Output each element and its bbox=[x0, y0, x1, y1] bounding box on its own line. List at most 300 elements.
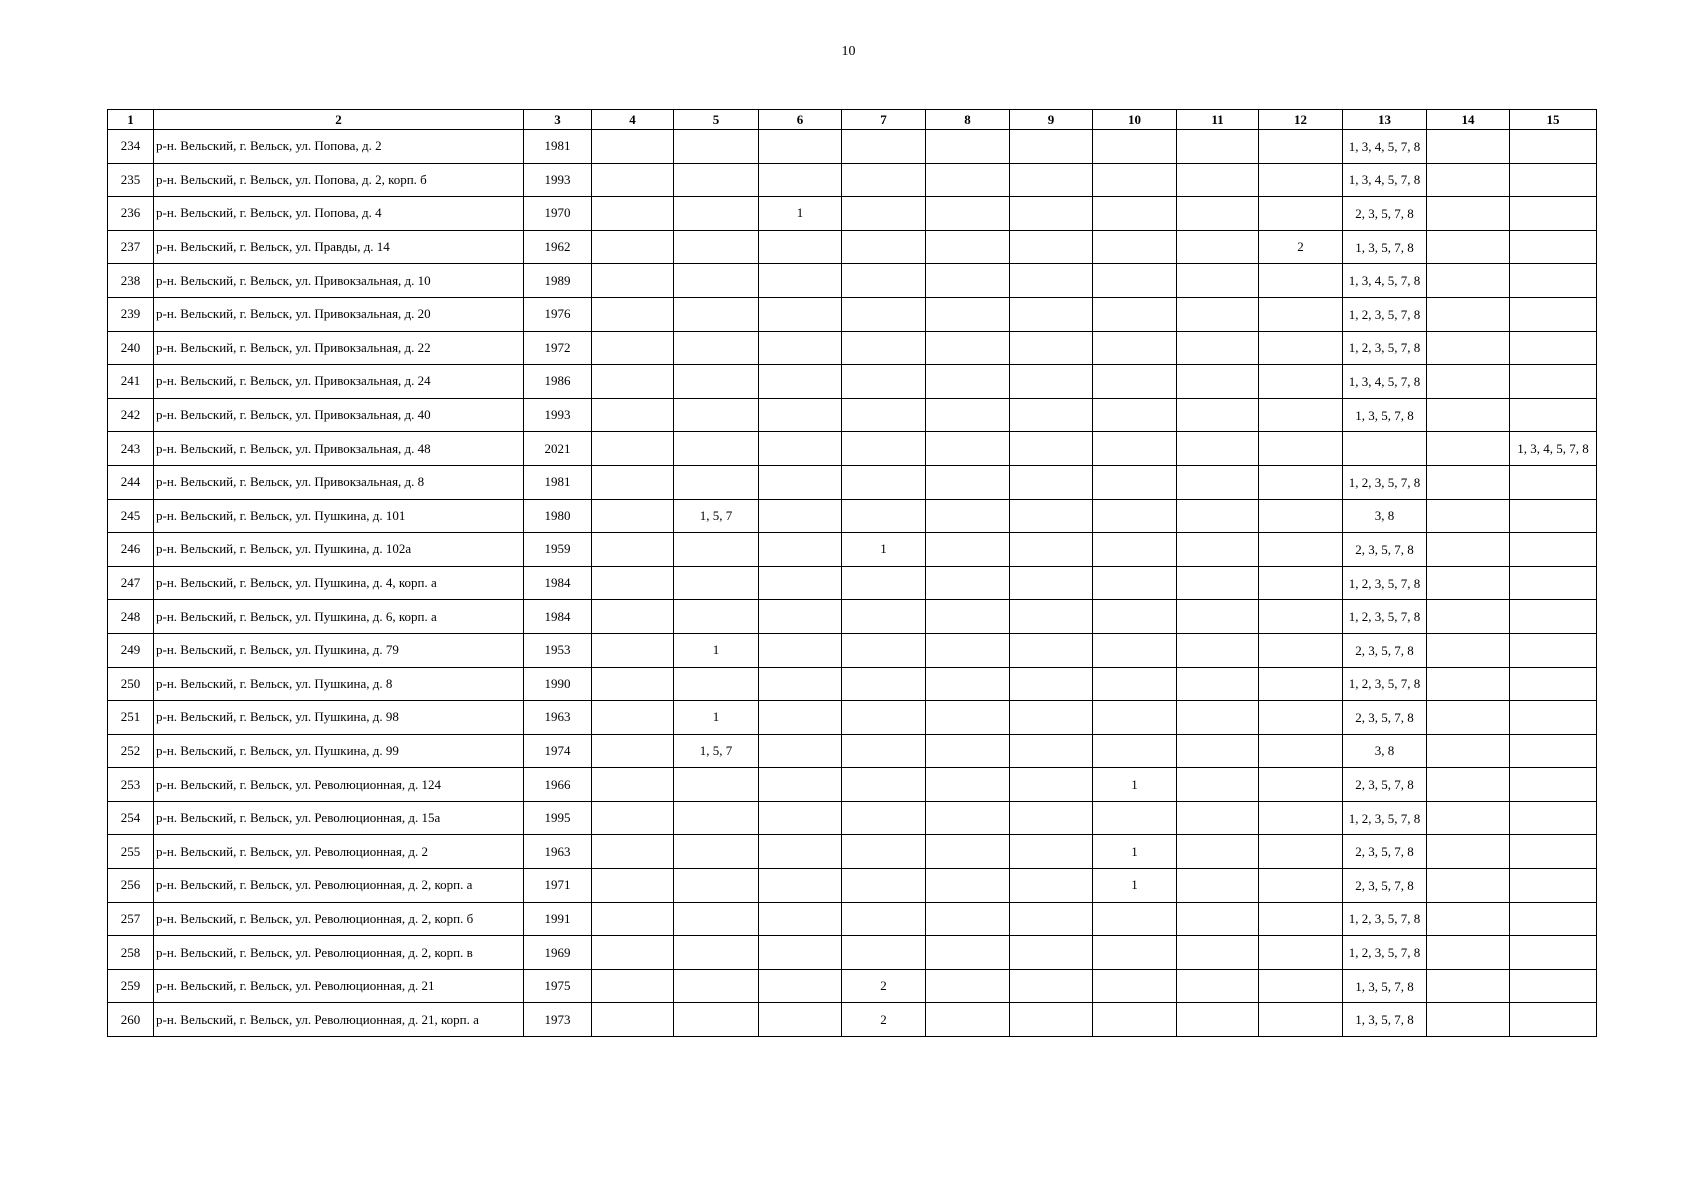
col9-cell bbox=[1010, 667, 1093, 701]
table-row bbox=[108, 734, 1597, 768]
col8-cell bbox=[926, 533, 1010, 567]
column-header-11: 11 bbox=[1177, 110, 1259, 130]
col6-cell bbox=[759, 902, 842, 936]
col13-cell: 1, 2, 3, 5, 7, 8 bbox=[1343, 600, 1427, 634]
col11-cell bbox=[1177, 331, 1259, 365]
address-cell: р-н. Вельский, г. Вельск, ул. Привокзальная, д. 22 bbox=[154, 331, 524, 365]
col5-cell bbox=[674, 969, 759, 1003]
table-row bbox=[108, 768, 1597, 802]
col14-cell bbox=[1427, 902, 1510, 936]
col6-cell bbox=[759, 768, 842, 802]
table-row bbox=[108, 600, 1597, 634]
col5-cell bbox=[674, 667, 759, 701]
col15-cell bbox=[1510, 398, 1597, 432]
col12-cell bbox=[1259, 936, 1343, 970]
col6-cell bbox=[759, 163, 842, 197]
col12-cell bbox=[1259, 499, 1343, 533]
header-row bbox=[108, 110, 1597, 130]
col5-cell bbox=[674, 600, 759, 634]
address-cell: р-н. Вельский, г. Вельск, ул. Привокзальная, д. 10 bbox=[154, 264, 524, 298]
col5-cell: 1 bbox=[674, 633, 759, 667]
year-cell: 1972 bbox=[524, 331, 592, 365]
column-header-4: 4 bbox=[592, 110, 674, 130]
col6-cell bbox=[759, 701, 842, 735]
col15-cell bbox=[1510, 869, 1597, 903]
col11-cell bbox=[1177, 902, 1259, 936]
col15-cell bbox=[1510, 936, 1597, 970]
year-cell: 1970 bbox=[524, 197, 592, 231]
col6-cell bbox=[759, 801, 842, 835]
col15-cell bbox=[1510, 768, 1597, 802]
col7-cell bbox=[842, 600, 926, 634]
col11-cell bbox=[1177, 835, 1259, 869]
col13-cell: 1, 2, 3, 5, 7, 8 bbox=[1343, 801, 1427, 835]
col6-cell bbox=[759, 1003, 842, 1037]
col4-cell bbox=[592, 432, 674, 466]
col10-cell bbox=[1093, 130, 1177, 164]
col10-cell: 1 bbox=[1093, 869, 1177, 903]
col9-cell bbox=[1010, 835, 1093, 869]
col12-cell bbox=[1259, 197, 1343, 231]
address-cell: р-н. Вельский, г. Вельск, ул. Пушкина, д. 8 bbox=[154, 667, 524, 701]
col4-cell bbox=[592, 264, 674, 298]
col10-cell bbox=[1093, 499, 1177, 533]
col14-cell bbox=[1427, 701, 1510, 735]
year-cell: 1986 bbox=[524, 365, 592, 399]
col10-cell bbox=[1093, 533, 1177, 567]
row-number-cell: 235 bbox=[108, 163, 154, 197]
col10-cell bbox=[1093, 398, 1177, 432]
col9-cell bbox=[1010, 600, 1093, 634]
col10-cell bbox=[1093, 969, 1177, 1003]
col5-cell bbox=[674, 533, 759, 567]
col9-cell bbox=[1010, 801, 1093, 835]
col9-cell bbox=[1010, 197, 1093, 231]
col10-cell: 1 bbox=[1093, 835, 1177, 869]
col7-cell bbox=[842, 297, 926, 331]
col7-cell bbox=[842, 768, 926, 802]
col8-cell bbox=[926, 768, 1010, 802]
column-header-12: 12 bbox=[1259, 110, 1343, 130]
col8-cell bbox=[926, 902, 1010, 936]
address-cell: р-н. Вельский, г. Вельск, ул. Привокзальная, д. 40 bbox=[154, 398, 524, 432]
col10-cell bbox=[1093, 465, 1177, 499]
address-cell: р-н. Вельский, г. Вельск, ул. Революционная, д. 21 bbox=[154, 969, 524, 1003]
col8-cell bbox=[926, 1003, 1010, 1037]
col13-cell: 1, 3, 5, 7, 8 bbox=[1343, 969, 1427, 1003]
col8-cell bbox=[926, 465, 1010, 499]
col13-cell: 1, 2, 3, 5, 7, 8 bbox=[1343, 936, 1427, 970]
col8-cell bbox=[926, 633, 1010, 667]
col6-cell bbox=[759, 230, 842, 264]
column-header-15: 15 bbox=[1510, 110, 1597, 130]
col15-cell bbox=[1510, 499, 1597, 533]
table-row bbox=[108, 465, 1597, 499]
col14-cell bbox=[1427, 768, 1510, 802]
address-cell: р-н. Вельский, г. Вельск, ул. Пушкина, д. 6, корп. а bbox=[154, 600, 524, 634]
year-cell: 2021 bbox=[524, 432, 592, 466]
page-number: 10 bbox=[841, 44, 856, 59]
col7-cell: 2 bbox=[842, 1003, 926, 1037]
col7-cell bbox=[842, 331, 926, 365]
col12-cell bbox=[1259, 1003, 1343, 1037]
col7-cell bbox=[842, 566, 926, 600]
row-number-cell: 245 bbox=[108, 499, 154, 533]
column-header-3: 3 bbox=[524, 110, 592, 130]
col8-cell bbox=[926, 499, 1010, 533]
col11-cell bbox=[1177, 398, 1259, 432]
col5-cell bbox=[674, 197, 759, 231]
col5-cell bbox=[674, 163, 759, 197]
column-header-2: 2 bbox=[154, 110, 524, 130]
col10-cell bbox=[1093, 331, 1177, 365]
col11-cell bbox=[1177, 734, 1259, 768]
col15-cell bbox=[1510, 130, 1597, 164]
address-cell: р-н. Вельский, г. Вельск, ул. Попова, д. 4 bbox=[154, 197, 524, 231]
col11-cell bbox=[1177, 230, 1259, 264]
col7-cell bbox=[842, 936, 926, 970]
col4-cell bbox=[592, 365, 674, 399]
col8-cell bbox=[926, 130, 1010, 164]
col8-cell bbox=[926, 734, 1010, 768]
col6-cell bbox=[759, 969, 842, 1003]
col6-cell bbox=[759, 398, 842, 432]
col10-cell bbox=[1093, 600, 1177, 634]
col11-cell bbox=[1177, 869, 1259, 903]
row-number-cell: 256 bbox=[108, 869, 154, 903]
col9-cell bbox=[1010, 163, 1093, 197]
col4-cell bbox=[592, 869, 674, 903]
col15-cell bbox=[1510, 667, 1597, 701]
column-header-7: 7 bbox=[842, 110, 926, 130]
col10-cell: 1 bbox=[1093, 768, 1177, 802]
col7-cell bbox=[842, 701, 926, 735]
row-number-cell: 259 bbox=[108, 969, 154, 1003]
table-row bbox=[108, 701, 1597, 735]
column-header-8: 8 bbox=[926, 110, 1010, 130]
col15-cell bbox=[1510, 331, 1597, 365]
col5-cell: 1, 5, 7 bbox=[674, 499, 759, 533]
col15-cell bbox=[1510, 701, 1597, 735]
col12-cell bbox=[1259, 297, 1343, 331]
col12-cell bbox=[1259, 432, 1343, 466]
row-number-cell: 243 bbox=[108, 432, 154, 466]
col10-cell bbox=[1093, 365, 1177, 399]
col9-cell bbox=[1010, 331, 1093, 365]
column-header-1: 1 bbox=[108, 110, 154, 130]
col13-cell: 2, 3, 5, 7, 8 bbox=[1343, 633, 1427, 667]
col9-cell bbox=[1010, 230, 1093, 264]
row-number-cell: 237 bbox=[108, 230, 154, 264]
col14-cell bbox=[1427, 835, 1510, 869]
column-header-14: 14 bbox=[1427, 110, 1510, 130]
col15-cell bbox=[1510, 734, 1597, 768]
col8-cell bbox=[926, 331, 1010, 365]
col15-cell bbox=[1510, 297, 1597, 331]
col4-cell bbox=[592, 902, 674, 936]
table-row bbox=[108, 969, 1597, 1003]
col9-cell bbox=[1010, 633, 1093, 667]
col5-cell bbox=[674, 365, 759, 399]
col6-cell bbox=[759, 600, 842, 634]
col5-cell: 1 bbox=[674, 701, 759, 735]
year-cell: 1969 bbox=[524, 936, 592, 970]
address-cell: р-н. Вельский, г. Вельск, ул. Попова, д. 2, корп. б bbox=[154, 163, 524, 197]
col11-cell bbox=[1177, 1003, 1259, 1037]
col15-cell bbox=[1510, 835, 1597, 869]
row-number-cell: 253 bbox=[108, 768, 154, 802]
col6-cell bbox=[759, 432, 842, 466]
col7-cell bbox=[842, 163, 926, 197]
col14-cell bbox=[1427, 264, 1510, 298]
col9-cell bbox=[1010, 365, 1093, 399]
col12-cell bbox=[1259, 130, 1343, 164]
table-header bbox=[108, 110, 1597, 130]
col4-cell bbox=[592, 163, 674, 197]
table-row bbox=[108, 902, 1597, 936]
col14-cell bbox=[1427, 1003, 1510, 1037]
row-number-cell: 252 bbox=[108, 734, 154, 768]
col6-cell bbox=[759, 936, 842, 970]
address-cell: р-н. Вельский, г. Вельск, ул. Привокзальная, д. 20 bbox=[154, 297, 524, 331]
row-number-cell: 236 bbox=[108, 197, 154, 231]
col7-cell bbox=[842, 432, 926, 466]
col4-cell bbox=[592, 600, 674, 634]
col11-cell bbox=[1177, 163, 1259, 197]
col13-cell: 2, 3, 5, 7, 8 bbox=[1343, 701, 1427, 735]
address-cell: р-н. Вельский, г. Вельск, ул. Революционная, д. 124 bbox=[154, 768, 524, 802]
col12-cell bbox=[1259, 600, 1343, 634]
table-row bbox=[108, 533, 1597, 567]
col4-cell bbox=[592, 566, 674, 600]
col12-cell bbox=[1259, 869, 1343, 903]
column-header-5: 5 bbox=[674, 110, 759, 130]
year-cell: 1995 bbox=[524, 801, 592, 835]
col5-cell bbox=[674, 835, 759, 869]
table-row bbox=[108, 566, 1597, 600]
col11-cell bbox=[1177, 701, 1259, 735]
col9-cell bbox=[1010, 869, 1093, 903]
col4-cell bbox=[592, 331, 674, 365]
col9-cell bbox=[1010, 264, 1093, 298]
year-cell: 1981 bbox=[524, 130, 592, 164]
col14-cell bbox=[1427, 331, 1510, 365]
col8-cell bbox=[926, 163, 1010, 197]
col7-cell bbox=[842, 633, 926, 667]
col11-cell bbox=[1177, 264, 1259, 298]
col12-cell bbox=[1259, 633, 1343, 667]
col8-cell bbox=[926, 835, 1010, 869]
row-number-cell: 258 bbox=[108, 936, 154, 970]
address-cell: р-н. Вельский, г. Вельск, ул. Пушкина, д. 102а bbox=[154, 533, 524, 567]
col12-cell: 2 bbox=[1259, 230, 1343, 264]
col12-cell bbox=[1259, 533, 1343, 567]
col14-cell bbox=[1427, 533, 1510, 567]
col15-cell bbox=[1510, 264, 1597, 298]
col7-cell bbox=[842, 398, 926, 432]
col7-cell bbox=[842, 902, 926, 936]
table-row bbox=[108, 633, 1597, 667]
year-cell: 1980 bbox=[524, 499, 592, 533]
col9-cell bbox=[1010, 130, 1093, 164]
col11-cell bbox=[1177, 600, 1259, 634]
col5-cell bbox=[674, 936, 759, 970]
col15-cell bbox=[1510, 633, 1597, 667]
col12-cell bbox=[1259, 835, 1343, 869]
col14-cell bbox=[1427, 297, 1510, 331]
col4-cell bbox=[592, 633, 674, 667]
col13-cell: 3, 8 bbox=[1343, 499, 1427, 533]
year-cell: 1991 bbox=[524, 902, 592, 936]
column-header-9: 9 bbox=[1010, 110, 1093, 130]
address-cell: р-н. Вельский, г. Вельск, ул. Революционная, д. 2, корп. б bbox=[154, 902, 524, 936]
col5-cell bbox=[674, 331, 759, 365]
col5-cell bbox=[674, 768, 759, 802]
col4-cell bbox=[592, 936, 674, 970]
col8-cell bbox=[926, 936, 1010, 970]
address-cell: р-н. Вельский, г. Вельск, ул. Привокзальная, д. 24 bbox=[154, 365, 524, 399]
col9-cell bbox=[1010, 902, 1093, 936]
col7-cell bbox=[842, 734, 926, 768]
col8-cell bbox=[926, 969, 1010, 1003]
col8-cell bbox=[926, 432, 1010, 466]
col15-cell bbox=[1510, 365, 1597, 399]
col7-cell: 1 bbox=[842, 533, 926, 567]
col12-cell bbox=[1259, 969, 1343, 1003]
col10-cell bbox=[1093, 902, 1177, 936]
col14-cell bbox=[1427, 600, 1510, 634]
col15-cell bbox=[1510, 465, 1597, 499]
address-cell: р-н. Вельский, г. Вельск, ул. Попова, д. 2 bbox=[154, 130, 524, 164]
col7-cell bbox=[842, 667, 926, 701]
col10-cell bbox=[1093, 667, 1177, 701]
col13-cell: 2, 3, 5, 7, 8 bbox=[1343, 768, 1427, 802]
table-row bbox=[108, 398, 1597, 432]
col8-cell bbox=[926, 801, 1010, 835]
col14-cell bbox=[1427, 130, 1510, 164]
col11-cell bbox=[1177, 969, 1259, 1003]
col4-cell bbox=[592, 835, 674, 869]
col11-cell bbox=[1177, 801, 1259, 835]
col10-cell bbox=[1093, 1003, 1177, 1037]
col5-cell bbox=[674, 869, 759, 903]
col8-cell bbox=[926, 701, 1010, 735]
year-cell: 1981 bbox=[524, 465, 592, 499]
col6-cell bbox=[759, 465, 842, 499]
col5-cell bbox=[674, 297, 759, 331]
col13-cell: 1, 2, 3, 5, 7, 8 bbox=[1343, 667, 1427, 701]
col4-cell bbox=[592, 969, 674, 1003]
col9-cell bbox=[1010, 969, 1093, 1003]
year-cell: 1989 bbox=[524, 264, 592, 298]
col4-cell bbox=[592, 398, 674, 432]
col14-cell bbox=[1427, 633, 1510, 667]
col5-cell bbox=[674, 230, 759, 264]
col9-cell bbox=[1010, 432, 1093, 466]
address-cell: р-н. Вельский, г. Вельск, ул. Пушкина, д. 99 bbox=[154, 734, 524, 768]
col8-cell bbox=[926, 365, 1010, 399]
col7-cell bbox=[842, 835, 926, 869]
col12-cell bbox=[1259, 734, 1343, 768]
col11-cell bbox=[1177, 768, 1259, 802]
address-cell: р-н. Вельский, г. Вельск, ул. Пушкина, д. 101 bbox=[154, 499, 524, 533]
col12-cell bbox=[1259, 801, 1343, 835]
col15-cell bbox=[1510, 230, 1597, 264]
col5-cell bbox=[674, 465, 759, 499]
col15-cell: 1, 3, 4, 5, 7, 8 bbox=[1510, 432, 1597, 466]
year-cell: 1984 bbox=[524, 566, 592, 600]
col4-cell bbox=[592, 230, 674, 264]
col14-cell bbox=[1427, 465, 1510, 499]
col11-cell bbox=[1177, 566, 1259, 600]
col6-cell bbox=[759, 869, 842, 903]
col12-cell bbox=[1259, 398, 1343, 432]
col10-cell bbox=[1093, 633, 1177, 667]
col13-cell: 1, 2, 3, 5, 7, 8 bbox=[1343, 331, 1427, 365]
col12-cell bbox=[1259, 163, 1343, 197]
col4-cell bbox=[592, 734, 674, 768]
col7-cell bbox=[842, 801, 926, 835]
row-number-cell: 239 bbox=[108, 297, 154, 331]
row-number-cell: 257 bbox=[108, 902, 154, 936]
year-cell: 1984 bbox=[524, 600, 592, 634]
col4-cell bbox=[592, 499, 674, 533]
year-cell: 1963 bbox=[524, 701, 592, 735]
col4-cell bbox=[592, 533, 674, 567]
year-cell: 1990 bbox=[524, 667, 592, 701]
col12-cell bbox=[1259, 902, 1343, 936]
col6-cell bbox=[759, 365, 842, 399]
col13-cell: 1, 3, 4, 5, 7, 8 bbox=[1343, 130, 1427, 164]
year-cell: 1953 bbox=[524, 633, 592, 667]
col15-cell bbox=[1510, 566, 1597, 600]
address-cell: р-н. Вельский, г. Вельск, ул. Революционная, д. 15а bbox=[154, 801, 524, 835]
year-cell: 1966 bbox=[524, 768, 592, 802]
row-number-cell: 249 bbox=[108, 633, 154, 667]
col13-cell: 1, 3, 4, 5, 7, 8 bbox=[1343, 163, 1427, 197]
column-header-10: 10 bbox=[1093, 110, 1177, 130]
col6-cell bbox=[759, 331, 842, 365]
address-cell: р-н. Вельский, г. Вельск, ул. Революционная, д. 2 bbox=[154, 835, 524, 869]
address-cell: р-н. Вельский, г. Вельск, ул. Революционная, д. 21, корп. а bbox=[154, 1003, 524, 1037]
column-header-6: 6 bbox=[759, 110, 842, 130]
row-number-cell: 251 bbox=[108, 701, 154, 735]
col8-cell bbox=[926, 398, 1010, 432]
col15-cell bbox=[1510, 1003, 1597, 1037]
col10-cell bbox=[1093, 230, 1177, 264]
col8-cell bbox=[926, 667, 1010, 701]
col15-cell bbox=[1510, 533, 1597, 567]
col10-cell bbox=[1093, 432, 1177, 466]
row-number-cell: 244 bbox=[108, 465, 154, 499]
row-number-cell: 250 bbox=[108, 667, 154, 701]
address-cell: р-н. Вельский, г. Вельск, ул. Правды, д. 14 bbox=[154, 230, 524, 264]
year-cell: 1976 bbox=[524, 297, 592, 331]
table-row bbox=[108, 230, 1597, 264]
col9-cell bbox=[1010, 499, 1093, 533]
col14-cell bbox=[1427, 230, 1510, 264]
col5-cell bbox=[674, 398, 759, 432]
col12-cell bbox=[1259, 701, 1343, 735]
col14-cell bbox=[1427, 566, 1510, 600]
col13-cell: 1, 3, 4, 5, 7, 8 bbox=[1343, 264, 1427, 298]
col9-cell bbox=[1010, 297, 1093, 331]
year-cell: 1973 bbox=[524, 1003, 592, 1037]
col10-cell bbox=[1093, 701, 1177, 735]
col13-cell: 1, 3, 5, 7, 8 bbox=[1343, 230, 1427, 264]
col4-cell bbox=[592, 130, 674, 164]
row-number-cell: 246 bbox=[108, 533, 154, 567]
